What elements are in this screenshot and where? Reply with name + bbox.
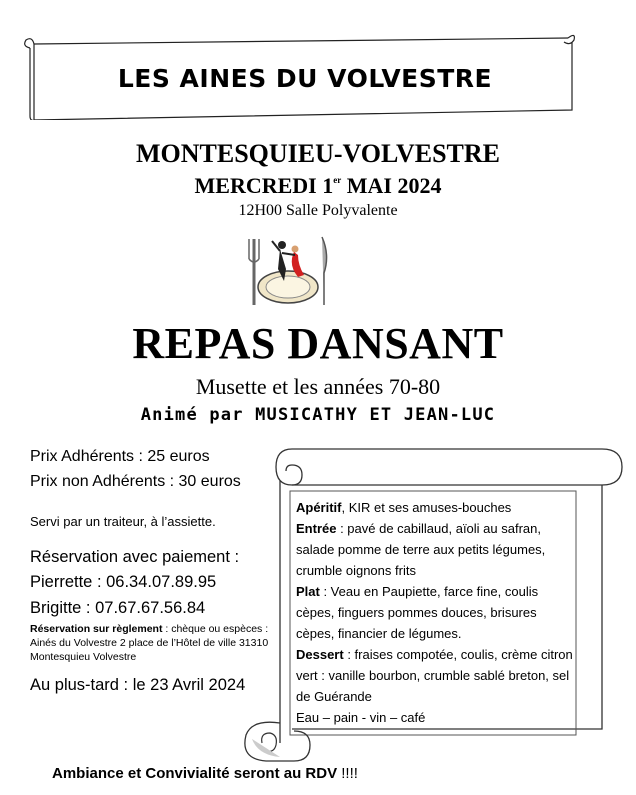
- event-subtitle: Musette et les années 70-80: [195, 374, 441, 399]
- reservation-note-text: : chèque ou espèces : Ainés du Volvestre 2 place de l’Hôtel de ville 31310 Montesquieu Volvestre: [30, 623, 269, 663]
- menu-dessert-label: Dessert: [296, 647, 344, 662]
- menu-plat: [296, 581, 574, 644]
- menu-entree-label: Entrée: [296, 521, 337, 536]
- menu-dessert-text: : fraises compotée, coulis, crème citron vert : vanille bourbon, crumble sablé breton, sel de Guérande: [296, 647, 573, 704]
- menu-plat-text: : Veau en Paupiette, farce fine, coulis cèpes, finguers pommes douces, brisures cèpes, financier de légumes.: [296, 584, 539, 641]
- footer-bold: Ambiance et Convivialité seront au RDV: [52, 765, 338, 782]
- contact-pierrette: Pierrette : 06.34.07.89.95: [30, 573, 217, 591]
- date-day: MERCREDI 1: [194, 173, 334, 198]
- menu-aperitif: [296, 497, 574, 518]
- reservation-heading: Réservation avec paiement :: [30, 548, 240, 566]
- event-headline: REPAS DANSANT: [132, 319, 504, 368]
- service-note: Servi par un traiteur, à l’assiette.: [30, 514, 216, 529]
- price-members: Prix Adhérents : 25 euros: [30, 448, 210, 465]
- menu-aperitif-label: Apéritif: [296, 500, 342, 515]
- menu-text: [296, 497, 574, 728]
- contact-brigitte: Brigitte : 07.67.67.56.84: [30, 599, 206, 617]
- event-animation: Animé par MUSICATHY ET JEAN-LUC: [140, 405, 496, 425]
- reservation-note-label: Réservation sur règlement: [30, 623, 163, 635]
- price-non-members: Prix non Adhérents : 30 euros: [30, 473, 241, 490]
- footer-tagline: [52, 765, 358, 782]
- menu-dessert: [296, 644, 574, 707]
- deadline: Au plus-tard : le 23 Avril 2024: [30, 676, 246, 694]
- time-place: 12H00 Salle Polyvalente: [238, 202, 398, 219]
- menu-plat-label: Plat: [296, 584, 320, 599]
- date-superscript: er: [333, 175, 342, 185]
- date-rest: MAI 2024: [341, 173, 442, 198]
- menu-aperitif-text: , KIR et ses amuses-bouches: [341, 500, 512, 515]
- footer-tail: !!!!: [337, 765, 358, 782]
- menu-entree: [296, 518, 574, 581]
- menu-entree-text: : pavé de cabillaud, aïoli au safran, salade pomme de terre aux petits légumes, crumble oignons frits: [296, 521, 546, 578]
- banner-title: LES AINES DU VOLVESTRE: [117, 64, 493, 93]
- event-date: [0, 173, 636, 199]
- dancing-plate-icon: [240, 225, 336, 313]
- town-name: MONTESQUIEU-VOLVESTRE: [135, 139, 501, 168]
- menu-boissons: Eau – pain - vin – café: [296, 710, 426, 725]
